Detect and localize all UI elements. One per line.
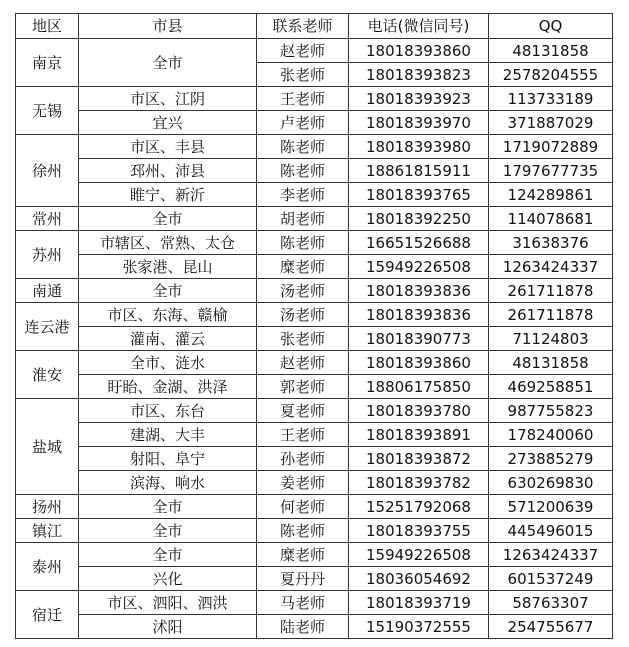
region-cell: 常州 bbox=[16, 207, 79, 231]
phone-cell: 18018393860 bbox=[349, 39, 489, 63]
table-row bbox=[16, 135, 613, 159]
region-cell: 徐州 bbox=[16, 135, 79, 207]
county-cell: 滨海、响水 bbox=[79, 471, 257, 495]
county-cell: 睢宁、新沂 bbox=[79, 183, 257, 207]
region-cell: 宿迁 bbox=[16, 591, 79, 639]
qq-cell: 48131858 bbox=[489, 351, 613, 375]
phone-cell: 18018393765 bbox=[349, 183, 489, 207]
header-county: 市县 bbox=[79, 14, 257, 39]
qq-cell: 178240060 bbox=[489, 423, 613, 447]
header-region: 地区 bbox=[16, 14, 79, 39]
county-cell: 全市、涟水 bbox=[79, 351, 257, 375]
teacher-cell: 赵老师 bbox=[257, 351, 349, 375]
qq-cell: 601537249 bbox=[489, 567, 613, 591]
region-cell: 淮安 bbox=[16, 351, 79, 399]
table-row bbox=[16, 495, 613, 519]
table-row bbox=[16, 87, 613, 111]
region-cell: 扬州 bbox=[16, 495, 79, 519]
county-cell: 全市 bbox=[79, 279, 257, 303]
county-cell: 市区、泗阳、泗洪 bbox=[79, 591, 257, 615]
teacher-cell: 汤老师 bbox=[257, 303, 349, 327]
teacher-cell: 陈老师 bbox=[257, 159, 349, 183]
teacher-cell: 何老师 bbox=[257, 495, 349, 519]
teacher-cell: 汤老师 bbox=[257, 279, 349, 303]
teacher-cell: 糜老师 bbox=[257, 543, 349, 567]
teacher-cell: 郭老师 bbox=[257, 375, 349, 399]
qq-cell: 469258851 bbox=[489, 375, 613, 399]
table-row bbox=[16, 279, 613, 303]
phone-cell: 18861815911 bbox=[349, 159, 489, 183]
phone-cell: 18018393923 bbox=[349, 87, 489, 111]
table-row bbox=[16, 231, 613, 255]
county-cell: 兴化 bbox=[79, 567, 257, 591]
teacher-cell: 姜老师 bbox=[257, 471, 349, 495]
table-row bbox=[16, 567, 613, 591]
qq-cell: 630269830 bbox=[489, 471, 613, 495]
table-row bbox=[16, 39, 613, 63]
qq-cell: 371887029 bbox=[489, 111, 613, 135]
phone-cell: 18018393823 bbox=[349, 63, 489, 87]
qq-cell: 1797677735 bbox=[489, 159, 613, 183]
table-row bbox=[16, 423, 613, 447]
table-row bbox=[16, 327, 613, 351]
teacher-cell: 胡老师 bbox=[257, 207, 349, 231]
county-cell: 市辖区、常熟、太仓 bbox=[79, 231, 257, 255]
table-row bbox=[16, 375, 613, 399]
table-row bbox=[16, 351, 613, 375]
table-row bbox=[16, 183, 613, 207]
phone-cell: 18018392250 bbox=[349, 207, 489, 231]
teacher-cell: 王老师 bbox=[257, 87, 349, 111]
teacher-cell: 孙老师 bbox=[257, 447, 349, 471]
phone-cell: 18018393836 bbox=[349, 279, 489, 303]
table-header bbox=[16, 14, 613, 39]
teacher-cell: 陈老师 bbox=[257, 231, 349, 255]
phone-cell: 18018393980 bbox=[349, 135, 489, 159]
qq-cell: 31638376 bbox=[489, 231, 613, 255]
phone-cell: 18018393970 bbox=[349, 111, 489, 135]
teacher-cell: 卢老师 bbox=[257, 111, 349, 135]
teacher-cell: 张老师 bbox=[257, 63, 349, 87]
region-cell: 连云港 bbox=[16, 303, 79, 351]
phone-cell: 18018390773 bbox=[349, 327, 489, 351]
table-row bbox=[16, 399, 613, 423]
county-cell: 全市 bbox=[79, 39, 257, 87]
phone-cell: 18018393860 bbox=[349, 351, 489, 375]
county-cell: 灌南、灌云 bbox=[79, 327, 257, 351]
qq-cell: 273885279 bbox=[489, 447, 613, 471]
table-row bbox=[16, 615, 613, 639]
county-cell: 市区、江阴 bbox=[79, 87, 257, 111]
phone-cell: 15190372555 bbox=[349, 615, 489, 639]
teacher-cell: 张老师 bbox=[257, 327, 349, 351]
qq-cell: 254755677 bbox=[489, 615, 613, 639]
teacher-cell: 夏老师 bbox=[257, 399, 349, 423]
header-qq: QQ bbox=[489, 14, 613, 39]
table-row bbox=[16, 111, 613, 135]
county-cell: 全市 bbox=[79, 495, 257, 519]
table-row bbox=[16, 519, 613, 543]
qq-cell: 261711878 bbox=[489, 279, 613, 303]
county-cell: 沭阳 bbox=[79, 615, 257, 639]
qq-cell: 261711878 bbox=[489, 303, 613, 327]
qq-cell: 445496015 bbox=[489, 519, 613, 543]
teacher-cell: 李老师 bbox=[257, 183, 349, 207]
county-cell: 射阳、阜宁 bbox=[79, 447, 257, 471]
qq-cell: 58763307 bbox=[489, 591, 613, 615]
qq-cell: 114078681 bbox=[489, 207, 613, 231]
qq-cell: 1719072889 bbox=[489, 135, 613, 159]
phone-cell: 18018393755 bbox=[349, 519, 489, 543]
table-row bbox=[16, 447, 613, 471]
phone-cell: 18018393782 bbox=[349, 471, 489, 495]
table-body bbox=[16, 39, 613, 639]
phone-cell: 18018393891 bbox=[349, 423, 489, 447]
county-cell: 邳州、沛县 bbox=[79, 159, 257, 183]
phone-cell: 15949226508 bbox=[349, 543, 489, 567]
teacher-cell: 陈老师 bbox=[257, 519, 349, 543]
teacher-cell: 陆老师 bbox=[257, 615, 349, 639]
phone-cell: 15949226508 bbox=[349, 255, 489, 279]
header-teacher: 联系老师 bbox=[257, 14, 349, 39]
phone-cell: 18018393780 bbox=[349, 399, 489, 423]
qq-cell: 987755823 bbox=[489, 399, 613, 423]
county-cell: 张家港、昆山 bbox=[79, 255, 257, 279]
qq-cell: 71124803 bbox=[489, 327, 613, 351]
qq-cell: 113733189 bbox=[489, 87, 613, 111]
phone-cell: 18036054692 bbox=[349, 567, 489, 591]
teacher-cell: 王老师 bbox=[257, 423, 349, 447]
teacher-cell: 夏丹丹 bbox=[257, 567, 349, 591]
qq-cell: 48131858 bbox=[489, 39, 613, 63]
phone-cell: 18018393872 bbox=[349, 447, 489, 471]
phone-cell: 18018393836 bbox=[349, 303, 489, 327]
region-cell: 盐城 bbox=[16, 399, 79, 495]
region-cell: 南通 bbox=[16, 279, 79, 303]
table-row bbox=[16, 303, 613, 327]
qq-cell: 571200639 bbox=[489, 495, 613, 519]
county-cell: 全市 bbox=[79, 207, 257, 231]
table-row bbox=[16, 207, 613, 231]
qq-cell: 2578204555 bbox=[489, 63, 613, 87]
table-row bbox=[16, 543, 613, 567]
phone-cell: 18018393719 bbox=[349, 591, 489, 615]
county-cell: 市区、丰县 bbox=[79, 135, 257, 159]
phone-cell: 18806175850 bbox=[349, 375, 489, 399]
region-cell: 泰州 bbox=[16, 543, 79, 591]
phone-cell: 16651526688 bbox=[349, 231, 489, 255]
teacher-cell: 陈老师 bbox=[257, 135, 349, 159]
contact-table bbox=[15, 13, 613, 639]
county-cell: 市区、东台 bbox=[79, 399, 257, 423]
region-cell: 苏州 bbox=[16, 231, 79, 279]
teacher-cell: 赵老师 bbox=[257, 39, 349, 63]
qq-cell: 1263424337 bbox=[489, 255, 613, 279]
county-cell: 全市 bbox=[79, 543, 257, 567]
region-cell: 无锡 bbox=[16, 87, 79, 135]
table-row bbox=[16, 159, 613, 183]
county-cell: 宜兴 bbox=[79, 111, 257, 135]
qq-cell: 124289861 bbox=[489, 183, 613, 207]
region-cell: 镇江 bbox=[16, 519, 79, 543]
teacher-cell: 糜老师 bbox=[257, 255, 349, 279]
phone-cell: 15251792068 bbox=[349, 495, 489, 519]
qq-cell: 1263424337 bbox=[489, 543, 613, 567]
table-row bbox=[16, 471, 613, 495]
county-cell: 建湖、大丰 bbox=[79, 423, 257, 447]
table-row bbox=[16, 591, 613, 615]
county-cell: 全市 bbox=[79, 519, 257, 543]
teacher-cell: 马老师 bbox=[257, 591, 349, 615]
region-cell: 南京 bbox=[16, 39, 79, 87]
county-cell: 市区、东海、赣榆 bbox=[79, 303, 257, 327]
header-row bbox=[16, 14, 613, 39]
header-phone: 电话(微信同号) bbox=[349, 14, 489, 39]
county-cell: 盱眙、金湖、洪泽 bbox=[79, 375, 257, 399]
table-row bbox=[16, 255, 613, 279]
